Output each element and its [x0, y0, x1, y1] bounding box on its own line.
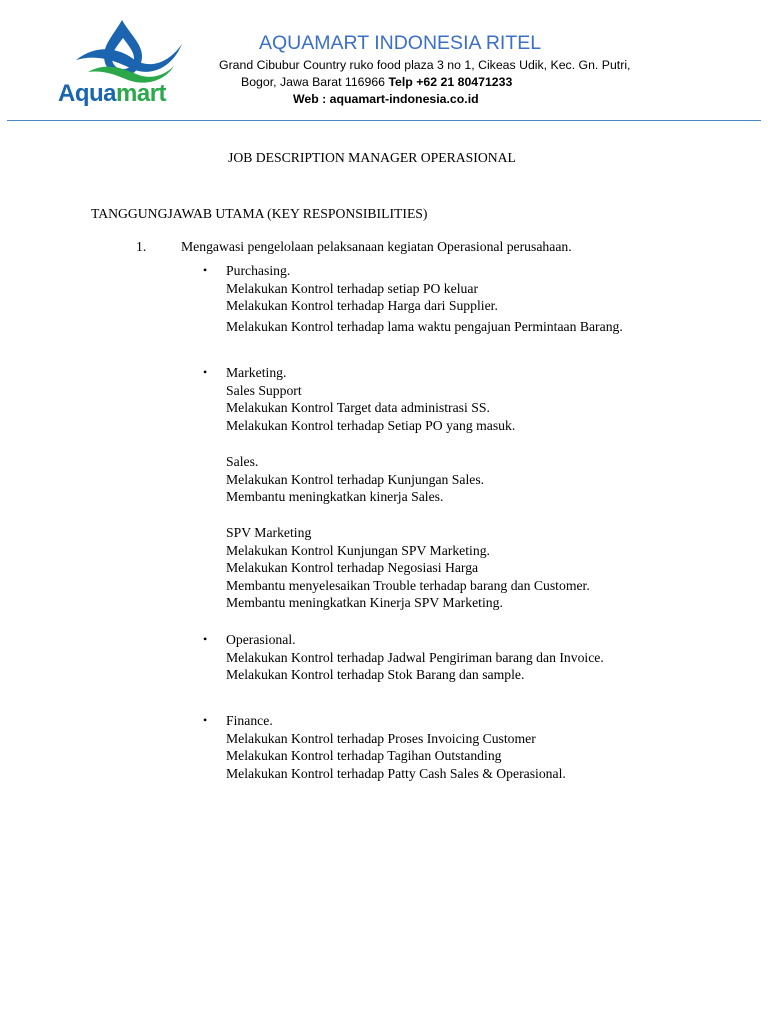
list-item: Melakukan Kontrol terhadap setiap PO keluar	[226, 280, 479, 296]
bullet-icon: •	[203, 263, 208, 277]
bullet-icon: •	[203, 365, 208, 379]
marketing-heading: Marketing.	[226, 365, 287, 380]
list-item: Melakukan Kontrol Kunjungan SPV Marketing.	[226, 542, 490, 558]
finance-heading: Finance.	[226, 713, 273, 728]
list-item: Membantu meningkatkan kinerja Sales.	[226, 489, 444, 505]
operasional-heading: Operasional.	[226, 632, 296, 647]
list-item: Melakukan Kontrol terhadap Jadwal Pengiriman barang dan Invoice.	[226, 649, 604, 665]
item-text: Mengawasi pengelolaan pelaksanaan kegiatan Operasional perusahaan.	[181, 239, 572, 254]
company-name: AQUAMART INDONESIA RITEL	[259, 32, 542, 54]
spv-marketing-block	[226, 524, 590, 612]
list-item: Melakukan Kontrol terhadap lama waktu pengajuan Permintaan Barang.	[226, 318, 623, 334]
header-divider	[7, 120, 761, 121]
list-item: Melakukan Kontrol terhadap Tagihan Outstanding	[226, 748, 502, 764]
finance-block	[226, 712, 566, 782]
aquamart-logo	[56, 18, 186, 108]
bullet-icon: •	[203, 632, 208, 646]
list-item: Melakukan Kontrol terhadap Stok Barang dan sample.	[226, 667, 525, 683]
bullet-icon: •	[203, 713, 208, 727]
list-item: Melakukan Kontrol terhadap Patty Cash Sales & Operasional.	[226, 765, 566, 781]
list-item: Melakukan Kontrol terhadap Proses Invoicing Customer	[226, 730, 536, 746]
address-line-1: Grand Cibubur Country ruko food plaza 3 no 1, Cikeas Udik, Kec. Gn. Putri,	[219, 58, 631, 72]
item-number: 1.	[136, 239, 147, 254]
purchasing-heading: Purchasing.	[226, 263, 291, 278]
operasional-block	[226, 631, 604, 684]
list-item: Melakukan Kontrol terhadap Negosiasi Harga	[226, 560, 479, 576]
marketing-block	[226, 364, 515, 434]
water-drop-logo-icon	[56, 18, 186, 84]
sales-heading: Sales.	[226, 454, 259, 469]
website: Web : aquamart-indonesia.co.id	[293, 92, 479, 106]
list-item: Membantu meningkatkan Kinerja SPV Marketing.	[226, 595, 503, 611]
list-item: Melakukan Kontrol terhadap Harga dari Supplier.	[226, 298, 498, 314]
logo-wordmark: Aquamart	[58, 80, 167, 107]
address-line-2: Bogor, Jawa Barat 116966 Telp +62 21 80471233	[241, 75, 513, 89]
section-title: TANGGUNGJAWAB UTAMA (KEY RESPONSIBILITIES)	[91, 206, 428, 221]
list-item: Membantu menyelesaikan Trouble terhadap barang dan Customer.	[226, 577, 590, 593]
spv-marketing-heading: SPV Marketing	[226, 525, 312, 540]
sales-block	[226, 453, 484, 506]
list-item: Melakukan Kontrol terhadap Kunjungan Sales.	[226, 471, 485, 487]
list-item: Melakukan Kontrol Target data administrasi SS.	[226, 400, 490, 416]
list-item: Sales Support	[226, 382, 302, 398]
list-item: Melakukan Kontrol terhadap Setiap PO yang masuk.	[226, 417, 516, 433]
purchasing-block	[226, 262, 623, 335]
document-title: JOB DESCRIPTION MANAGER OPERASIONAL	[228, 150, 516, 165]
telephone: Telp +62 21 80471233	[388, 75, 513, 89]
